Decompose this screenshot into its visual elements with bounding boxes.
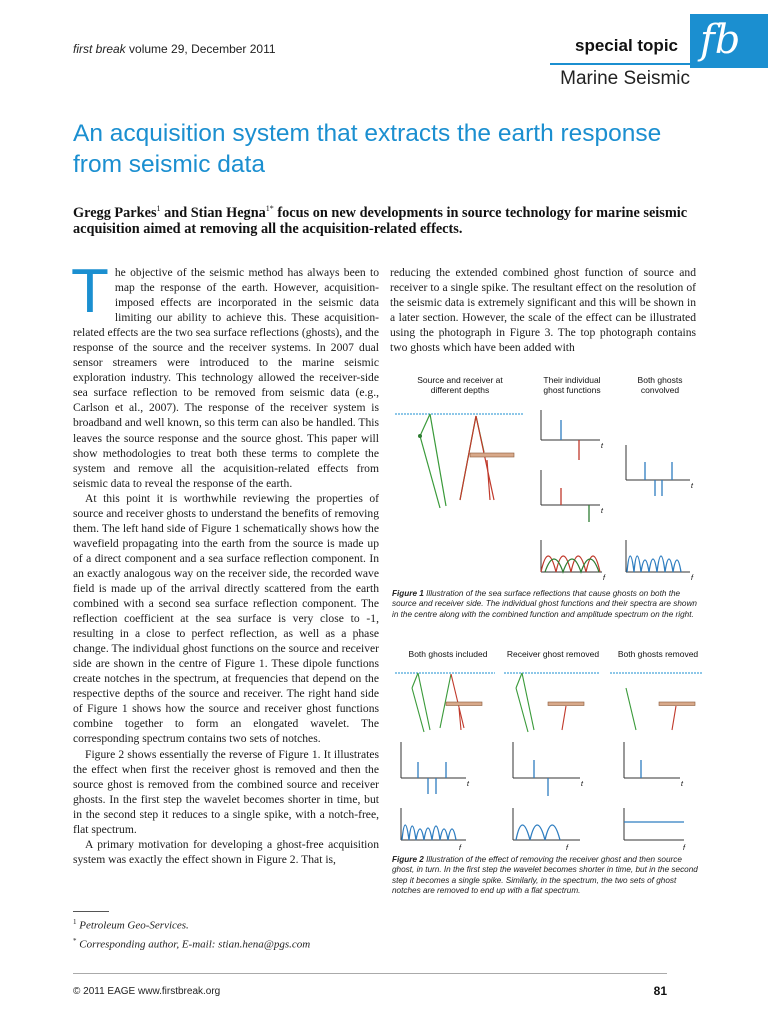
footnote-rule [73, 911, 109, 912]
paragraph-3: Figure 2 shows essentially the reverse of Figure 1. It illustrates the effect when first the receiver ghost is removed and then the source ghost is removed from the combined source and receiver ghosts. In the first step the wavelet becomes shorter in time, but in the second step it reduces to a single spike, with a notch-free, flat spectrum. [73, 747, 379, 836]
fig2-scene-both [395, 673, 495, 732]
fig2-spectrum-flat [624, 808, 684, 840]
fig1-axis-f-2: f [691, 575, 693, 582]
fig2-axis-f-3: f [683, 845, 685, 852]
paragraph-2: At this point it is worthwhile reviewing the properties of source and receiver ghosts to understand the benefits of removing them. The left hand side of Figure 1 schematically shows how the wavefield propagating into the earth from the source is made up of a direct component and a sea surface reflection component. In an exactly analogous way on the receiver side, the recorded wave field is made up of the arrival directly scattered from the earth combined with a second sea surface reflection component. The reflection coefficient at the sea surface is very close to -1, resulting in a close to perfect reflection, as well as a phase change. The individual ghost functions on the source and receiver side are shown in the centre of Figure 1. These dipole functions create notches in the spectrum, at frequencies that depend on the respective depths of the source and receiver. The right hand side of Figure 1 shows how the source and receiver ghost functions combine together to form an elongated wavelet. The corresponding spectrum contains two sets of notches. [73, 491, 379, 746]
fig1-axis-f-1: f [603, 575, 605, 582]
fig2-wavelet-both-removed [624, 742, 680, 778]
lead-text: focus on new developments in source technology for marine seismic acquisition aimed at removing all the acquisition-related effects. [73, 204, 688, 238]
fb-logo: fb [690, 14, 768, 68]
footnote-2-text: Corresponding author, E-mail: stian.hena@pgs.com [76, 938, 311, 951]
figure-1-label: Figure 1 [392, 589, 424, 598]
fig2-col-label-1: Both ghosts included [408, 649, 488, 659]
fig2-spectrum-both [401, 808, 466, 840]
footnote-1-mark: 1 [73, 918, 77, 926]
footer-rule [73, 973, 667, 974]
figure-1-caption-text: Illustration of the sea surface reflections that cause ghosts on both the source and receiver side. The individual ghost functions and their spectra are shown in the centre along with the combined function and amplitude spectrum on the right. [392, 589, 697, 619]
fig1-col-label-1: Source and receiver at different depths [417, 375, 503, 395]
paragraph-5: reducing the extended combined ghost function of source and receiver to a single spike. The resultant effect on the resolution of the seismic data is extremely significant and this will be shown in a later section. However, the scale of the effect can be illustrated using the photograph in Figure 3. The top photograph contains two ghosts which have been added with [390, 266, 696, 355]
fig2-scene-receiver-removed [504, 673, 600, 732]
fig2-scene-both-removed [610, 673, 702, 730]
figure-2-caption-text: Illustration of the effect of removing the receiver ghost and then source ghost, in turn. In the first step the wavelet becomes shorter in time, but in the second step it becomes a single spike. Similarly, in the spectrum, the two sets of ghost notches are removed to end up with a flat spectrum. [392, 855, 698, 895]
author-2-affil: 1* [265, 204, 274, 213]
fig1-col-label-2: Their individual ghost functions [543, 375, 601, 395]
figure-2-caption [392, 855, 698, 896]
fig1-axis-t-3: t [691, 483, 693, 490]
fig2-col-label-2: Receiver ghost removed [506, 649, 600, 659]
footnote-2-mark: * [73, 936, 77, 945]
journal-name: first break [73, 42, 126, 56]
drop-cap: T [71, 257, 109, 326]
article-title: An acquisition system that extracts the earth response from seismic data [73, 120, 662, 178]
footer-copyright: © 2011 EAGE www.firstbreak.org [73, 986, 221, 997]
fig2-wavelet-receiver-removed [513, 742, 580, 796]
footnote-1-text: Petroleum Geo-Services. [76, 919, 189, 932]
issue-info: volume 29, December 2011 [129, 42, 276, 56]
author-2: and Stian Hegna [160, 204, 266, 221]
paragraph-1-text: he objective of the seismic method has always been to map the response of the earth. However, acquisition-imposed effects are incorporated in the seismic data limiting our ability to achieve this. These acquisition-related effects are the two sea surface reflections (ghosts), and the response of the source and the receiver systems. In 2007 dual sensor streamers were introduced to the marine seismic exploration industry. This technology allowed the receiver-side sea surface reflection to be removed from seismic data (e.g., Carlson et al., 2007). The response of the receiver system is broadband and well known, so this term can also be handled. This leaves the source response and the source ghost. This paper will show methodologies to treat both these terms to complete the system and remove all the acquisition-related effects from seismic data to reveal the response of the earth. [73, 266, 379, 490]
fig1-axis-t-1: t [601, 443, 603, 450]
fig2-spectrum-receiver-removed [513, 808, 580, 840]
special-topic-label: special topic [575, 36, 678, 55]
fig2-axis-f-1: f [459, 845, 461, 852]
fig2-axis-t-1: t [467, 781, 469, 788]
figure-2-label: Figure 2 [392, 855, 424, 864]
fig1-axis-t-2: t [601, 508, 603, 515]
footnote-2 [73, 934, 403, 953]
section-label: Marine Seismic [560, 68, 690, 89]
paragraph-4: A primary motivation for developing a ghost-free acquisition system was exactly the effect shown in Figure 2. That is, [73, 837, 379, 866]
fig2-axis-t-2: t [581, 781, 583, 788]
fig1-col-label-3: Both ghosts convolved [637, 375, 683, 395]
footnotes [73, 915, 403, 952]
author-1-affil: 1 [156, 204, 161, 213]
author-1: Gregg Parkes [73, 204, 157, 221]
page-number: 81 [653, 984, 667, 998]
fig2-wavelet-both [401, 742, 466, 794]
fig2-axis-f-2: f [566, 845, 568, 852]
footnote-1 [73, 915, 403, 934]
fig2-col-label-3: Both ghosts removed [617, 649, 699, 659]
fig2-axis-t-3: t [681, 781, 683, 788]
